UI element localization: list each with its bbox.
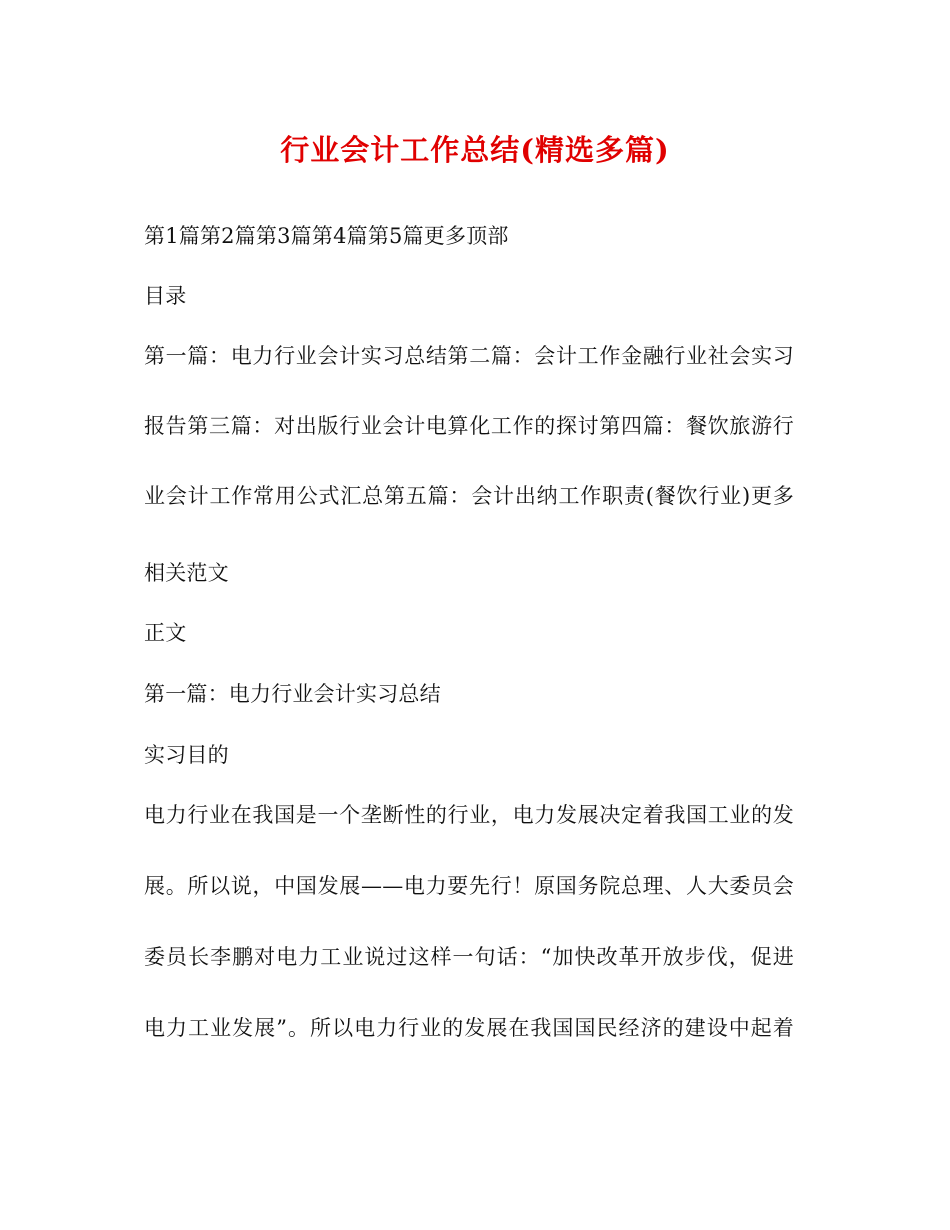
toc-line: 报告第三篇：对出版行业会计电算化工作的探讨第四篇：餐饮旅游行 [144,414,794,438]
section-title: 第一篇：电力行业会计实习总结 [144,682,441,706]
toc-line: 相关范文 [144,561,229,585]
paragraph-line: 委员长李鹏对电力工业说过这样一句话：“加快改革开放步伐，促进 [144,945,794,969]
paragraph-line: 电力工业发展”。所以电力行业的发展在我国国民经济的建设中起着 [144,1016,794,1040]
nav-line: 第1篇第2篇第3篇第4篇第5篇更多顶部 [144,224,509,248]
document-title: 行业会计工作总结(精选多篇) [280,133,670,167]
toc-line: 业会计工作常用公式汇总第五篇：会计出纳工作职责(餐饮行业)更多 [144,484,794,508]
subsection-title: 实习目的 [144,743,229,767]
body-heading: 正文 [144,621,187,645]
paragraph-line: 电力行业在我国是一个垄断性的行业，电力发展决定着我国工业的发 [144,803,794,827]
toc-heading: 目录 [144,284,187,308]
paragraph-line: 展。所以说，中国发展——电力要先行！原国务院总理、人大委员会 [144,874,794,898]
toc-line: 第一篇：电力行业会计实习总结第二篇：会计工作金融行业社会实习 [144,344,794,368]
